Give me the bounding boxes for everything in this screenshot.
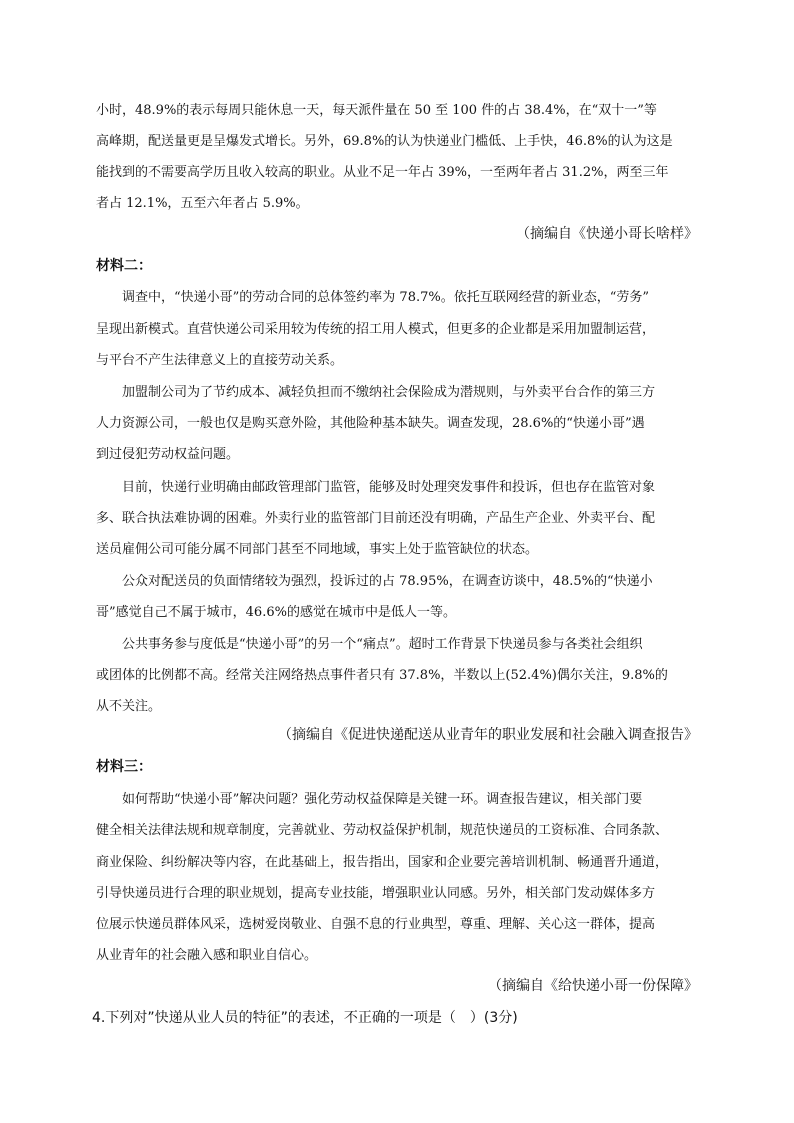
paragraph-line: 目前，快递行业明确由邮政管理部门监管，能够及时处理突发事件和投诉，但也存在监管对象: [122, 480, 656, 495]
section-heading: 材料二：: [96, 258, 152, 274]
paragraph-line: 从业青年的社会融入感和职业自信心。: [96, 948, 318, 963]
paragraph-line: 哥”感觉自己不属于城市，46.6%的感觉在城市中是低人一等。: [96, 605, 456, 620]
paragraph-line: 多、联合执法难协调的困难。外卖行业的监管部门目前还没有明确，产品生产企业、外卖平台、配: [96, 511, 656, 526]
paragraph-line: 送员雇佣公司可能分属不同部门甚至不同地域，事实上处于监管缺位的状态。: [96, 542, 539, 557]
paragraph-line: 引导快递员进行合理的职业规划，提高专业技能，增强职业认同感。另外，相关部门发动媒体多方: [96, 886, 656, 901]
paragraph-line: 小时，48.9%的表示每周只能休息一天，每天派件量在 50 至 100 件的占 38.4%，在“双十一”等: [96, 103, 657, 118]
paragraph-line: 高峰期，配送量更是呈爆发式增长。另外，69.8%的认为快递业门槛低、上手快，46.8%的认为这是: [96, 134, 673, 149]
paragraph-line: 与平台不产生法律意义上的直接劳动关系。: [96, 353, 344, 368]
paragraph-line: 调查中，“快递小哥”的劳动合同的总体签约率为 78.7%。依托互联网经营的新业态，“劳务”: [122, 290, 650, 305]
source-citation: （摘编自《促进快递配送从业青年的职业发展和社会融入调查报告》: [278, 727, 698, 743]
paragraph-line: 到过侵犯劳动权益问题。: [96, 447, 240, 462]
section-heading: 材料三：: [96, 759, 152, 775]
question-stem: 4.下列对”快递从业人员的特征”的表述，不正确的一项是（ ）(3分): [92, 1010, 518, 1026]
paragraph-line: 人力资源公司，一般也仅是购买意外险，其他险种基本缺失。调查发现，28.6%的“快递小哥”遇: [96, 416, 645, 431]
paragraph-line: 呈现出新模式。直营快递公司采用较为传统的招工用人模式，但更多的企业都是采用加盟制运营，: [96, 322, 656, 337]
paragraph-line: 公共事务参与度低是“快递小哥”的另一个“痛点”。超时工作背景下快递员参与各类社会组织: [122, 637, 643, 652]
paragraph-line: 加盟制公司为了节约成本、减轻负担而不缴纳社会保险成为潜规则，与外卖平台合作的第三方: [122, 385, 656, 400]
source-citation: （摘编自《快递小哥长啥样》: [516, 226, 698, 242]
paragraph-line: 商业保险、纠纷解决等内容，在此基础上，报告指出，国家和企业要完善培训机制、畅通晋升通道，: [96, 855, 669, 870]
source-citation: （摘编自《给快递小哥一份保障》: [488, 978, 698, 994]
paragraph-line: 或团体的比例都不高。经常关注网络热点事件者只有 37.8%，半数以上(52.4%)偶尔关注，9.8%的: [96, 668, 668, 683]
paragraph-line: 公众对配送员的负面情绪较为强烈，投诉过的占 78.95%，在调查访谈中，48.5%的“快递小: [122, 574, 653, 589]
paragraph-line: 能找到的不需要高学历且收入较高的职业。从业不足一年占 39%，一至两年者占 31.2%，两至三年: [96, 165, 669, 180]
paragraph-line: 如何帮助“快递小哥”解决问题？强化劳动权益保障是关键一环。调查报告建议，相关部门要: [122, 792, 643, 807]
paragraph-line: 从不关注。: [96, 699, 162, 714]
paragraph-line: 位展示快递员群体风采，选树爱岗敬业、自强不息的行业典型，尊重、理解、关心这一群体，提高: [96, 917, 656, 932]
paragraph-line: 者占 12.1%，五至六年者占 5.9%。: [96, 196, 309, 211]
paragraph-line: 健全相关法律法规和规章制度，完善就业、劳动权益保护机制，规范快递员的工资标准、合同条款、: [96, 823, 669, 838]
